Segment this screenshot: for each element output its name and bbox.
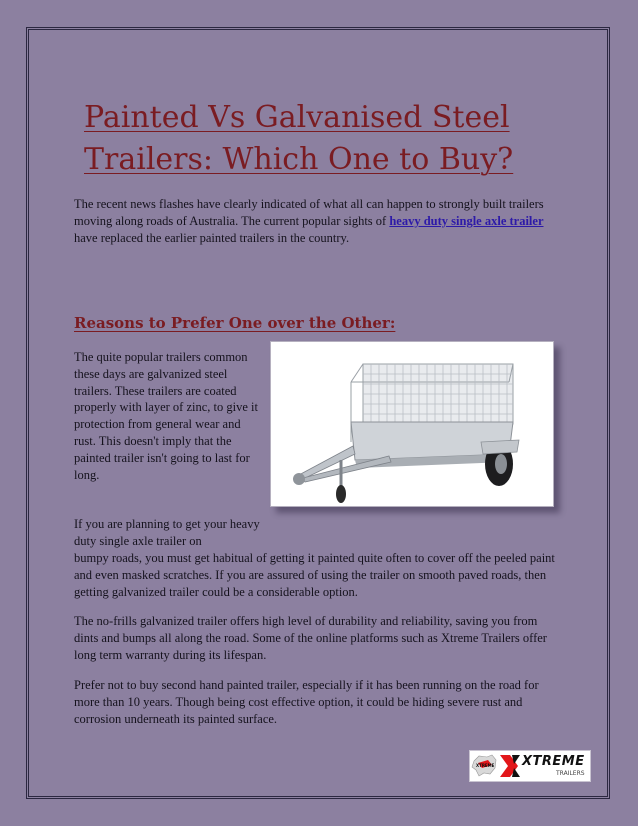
advice-paragraph: Prefer not to buy second hand painted trailer, especially if it has been running on the road for more than 10 years. Though being cost effective option, it could be hiding severe rust and corrosion underneath its painted surface. bbox=[74, 678, 539, 726]
trailer-photo bbox=[270, 341, 554, 507]
trailer-illustration bbox=[271, 342, 553, 506]
durability-paragraph: The no-frills galvanized trailer offers high level of durability and reliability, saving you from dints and bumps all along the road. Some of the online platforms such as Xtreme Trailers offer long term warranty during its lifespan. bbox=[74, 614, 547, 662]
intro-text-after: have replaced the earlier painted trailers in the country. bbox=[74, 230, 350, 245]
xtreme-trailers-logo bbox=[469, 750, 591, 782]
page-title: Painted Vs Galvanised Steel Trailers: Which One to Buy? bbox=[84, 100, 514, 177]
section-heading: Reasons to Prefer One over the Other: bbox=[74, 314, 396, 332]
trailer-link[interactable]: heavy duty single axle trailer bbox=[389, 213, 544, 228]
planning-paragraph-start: If you are planning to get your heavy duty single axle trailer on bbox=[74, 517, 260, 548]
intro-paragraph bbox=[74, 196, 562, 246]
logo-sub-text: TRAILERS bbox=[556, 770, 585, 777]
intro-text-before: The recent news flashes have clearly indicated of what all can happen to strongly built trailers moving along roads of Australia. The current popular sights of bbox=[74, 197, 544, 228]
reasons-paragraph: The quite popular trailers common these days are galvanized steel trailers. These trailers are coated properly with layer of zinc, to give it protection from general wear and rust. This doesn't imply that the painted trailer isn't going to last for long. bbox=[74, 350, 258, 482]
logo-small-text: XTREME bbox=[476, 763, 495, 768]
logo-brand-text: XTREME bbox=[522, 754, 585, 769]
planning-paragraph-rest: bumpy roads, you must get habitual of getting it painted quite often to cover off the peeled paint and even masked scratches. If you are assured of using the trailer on smooth paved roads, then getting galvanized trailer could be a considerable option. bbox=[74, 551, 555, 599]
